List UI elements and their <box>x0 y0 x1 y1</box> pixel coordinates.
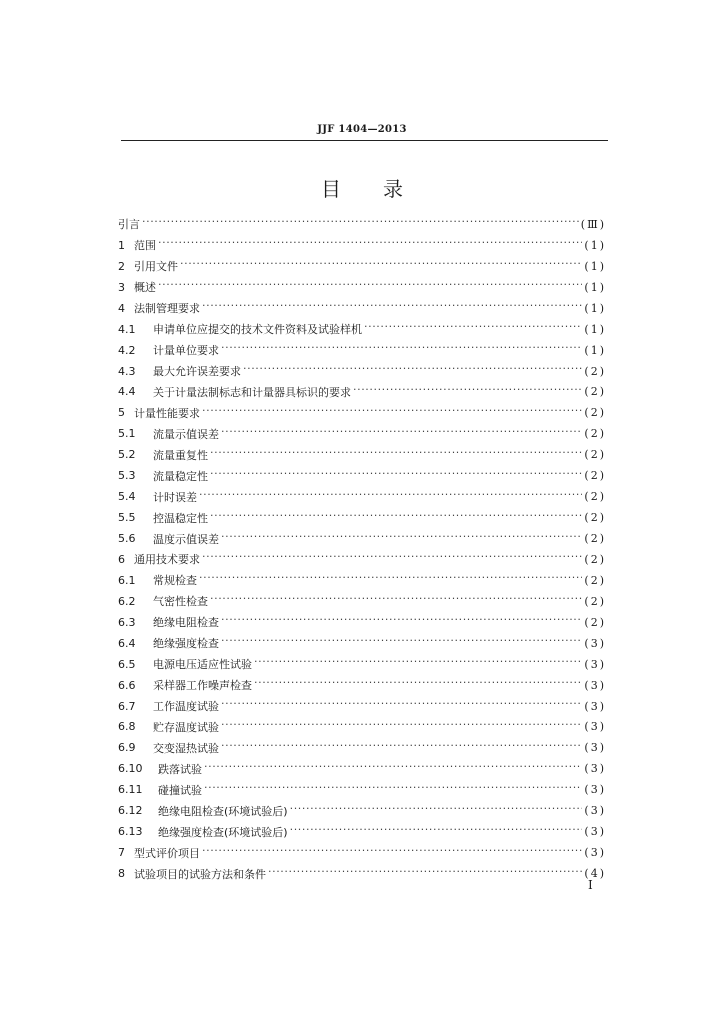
toc-entry-title: 计时误差 <box>153 490 197 504</box>
toc-leader-dots <box>210 470 582 482</box>
toc-entry-title: 交变湿热试验 <box>153 741 219 755</box>
toc-entry-number: 6.11 <box>118 783 143 797</box>
toc-entry[interactable] <box>118 214 606 235</box>
toc-entry-page: (2) <box>584 573 606 587</box>
toc-entry-number: 3 <box>118 280 125 294</box>
toc-entry-page: (1) <box>584 301 606 315</box>
toc-entry[interactable] <box>118 737 606 758</box>
toc-leader-dots <box>221 637 582 649</box>
toc-entry-number: 6.7 <box>118 699 136 713</box>
toc-entry-number: 6.4 <box>118 636 136 650</box>
toc-entry-page: (3) <box>584 825 606 839</box>
toc-leader-dots <box>199 491 582 503</box>
toc-entry-title: 计量性能要求 <box>134 406 200 420</box>
toc-entry-page: (1) <box>584 280 606 294</box>
toc-entry-number: 2 <box>118 259 125 273</box>
standard-code: JJF 1404—2013 <box>317 124 407 135</box>
toc-entry-page: (2) <box>584 448 606 462</box>
toc-entry-page: (2) <box>584 385 606 399</box>
toc-entry[interactable] <box>118 863 606 884</box>
toc-entry-number: 5.2 <box>118 448 136 462</box>
toc-leader-dots <box>204 763 582 775</box>
toc-title <box>0 173 724 202</box>
toc-entry-number: 8 <box>118 867 125 881</box>
toc-entry-number: 6.12 <box>118 804 143 818</box>
toc-entry-number: 5.5 <box>118 511 136 525</box>
toc-title-char-2: 录 <box>383 177 403 201</box>
toc-entry-page: (3) <box>584 741 606 755</box>
toc-entry[interactable] <box>118 528 606 549</box>
toc-entry-title: 概述 <box>134 281 156 295</box>
toc-entry[interactable] <box>118 444 606 465</box>
toc-leader-dots <box>221 616 582 628</box>
toc-entry-title: 流量稳定性 <box>153 469 208 483</box>
toc-entry[interactable] <box>118 758 606 779</box>
toc-entry-page: (1) <box>584 343 606 357</box>
toc-leader-dots <box>353 386 582 398</box>
toc-entry-title: 试验项目的试验方法和条件 <box>134 867 266 881</box>
toc-leader-dots <box>158 239 582 251</box>
toc-entry[interactable] <box>118 633 606 654</box>
toc-leader-dots <box>254 679 582 691</box>
toc-list <box>118 214 606 884</box>
toc-entry[interactable] <box>118 842 606 863</box>
toc-entry-page: (2) <box>584 469 606 483</box>
toc-leader-dots <box>243 365 582 377</box>
toc-leader-dots <box>290 826 583 838</box>
toc-entry-title: 绝缘电阻检查(环境试验后) <box>158 804 288 818</box>
toc-entry-number: 6.6 <box>118 678 136 692</box>
toc-entry[interactable] <box>118 277 606 298</box>
toc-leader-dots <box>180 260 582 272</box>
toc-entry-number: 6.10 <box>118 762 143 776</box>
toc-entry[interactable] <box>118 675 606 696</box>
toc-entry-title: 型式评价项目 <box>134 846 200 860</box>
toc-entry-page: (3) <box>584 678 606 692</box>
toc-entry[interactable] <box>118 423 606 444</box>
toc-entry-title: 跌落试验 <box>158 762 202 776</box>
toc-entry-page: (2) <box>584 490 606 504</box>
toc-entry[interactable] <box>118 319 606 340</box>
toc-entry-page: (4) <box>584 867 606 881</box>
toc-entry-number: 5.3 <box>118 469 136 483</box>
toc-entry-number: 6.13 <box>118 825 143 839</box>
toc-leader-dots <box>221 428 582 440</box>
toc-entry-number: 6.2 <box>118 594 136 608</box>
toc-entry[interactable] <box>118 486 606 507</box>
toc-entry-page: (2) <box>584 552 606 566</box>
toc-entry-page: (2) <box>584 427 606 441</box>
toc-entry[interactable] <box>118 821 606 842</box>
toc-entry[interactable] <box>118 717 606 738</box>
toc-entry-number: 4.3 <box>118 364 136 378</box>
toc-title-char-1: 目 <box>321 177 341 201</box>
toc-entry[interactable] <box>118 235 606 256</box>
toc-entry[interactable] <box>118 382 606 403</box>
toc-entry-page: (Ⅲ) <box>580 217 606 231</box>
toc-entry-title: 法制管理要求 <box>134 302 200 316</box>
toc-entry-title: 绝缘强度检查 <box>153 637 219 651</box>
header-rule <box>121 140 608 141</box>
toc-entry[interactable] <box>118 549 606 570</box>
toc-entry-number: 6.1 <box>118 573 136 587</box>
toc-entry-number: 6.9 <box>118 741 136 755</box>
toc-leader-dots <box>202 302 582 314</box>
toc-entry[interactable] <box>118 340 606 361</box>
toc-entry-page: (2) <box>584 406 606 420</box>
toc-leader-dots <box>202 847 582 859</box>
toc-entry-page: (1) <box>584 322 606 336</box>
toc-entry-title: 申请单位应提交的技术文件资料及试验样机 <box>153 323 362 337</box>
toc-entry-number: 4.2 <box>118 343 136 357</box>
toc-entry-page: (3) <box>584 657 606 671</box>
toc-entry-title: 通用技术要求 <box>134 553 200 567</box>
toc-entry-number: 6.8 <box>118 720 136 734</box>
toc-entry[interactable] <box>118 779 606 800</box>
toc-leader-dots <box>221 721 582 733</box>
toc-leader-dots <box>202 553 582 565</box>
toc-entry[interactable] <box>118 256 606 277</box>
toc-leader-dots <box>210 512 582 524</box>
toc-leader-dots <box>221 742 582 754</box>
toc-entry-title: 绝缘强度检查(环境试验后) <box>158 825 288 839</box>
toc-entry-page: (1) <box>584 259 606 273</box>
toc-entry[interactable] <box>118 800 606 821</box>
toc-entry-title: 范围 <box>134 239 156 253</box>
toc-entry-number: 5.1 <box>118 427 136 441</box>
toc-entry-title: 流量示值误差 <box>153 427 219 441</box>
toc-entry-number: 4.1 <box>118 322 136 336</box>
toc-leader-dots <box>268 868 582 880</box>
toc-entry-number: 6.3 <box>118 615 136 629</box>
toc-leader-dots <box>221 533 582 545</box>
page-number: I <box>588 878 593 892</box>
toc-entry-title: 常规检查 <box>153 574 197 588</box>
toc-leader-dots <box>142 218 579 230</box>
toc-entry-title: 最大允许误差要求 <box>153 365 241 379</box>
toc-entry-number: 6.5 <box>118 657 136 671</box>
toc-entry-page: (3) <box>584 804 606 818</box>
toc-entry-title: 采样器工作噪声检查 <box>153 679 252 693</box>
toc-entry-title: 碰撞试验 <box>158 783 202 797</box>
toc-entry-page: (2) <box>584 594 606 608</box>
toc-leader-dots <box>204 784 582 796</box>
toc-entry-page: (2) <box>584 511 606 525</box>
toc-entry-title: 计量单位要求 <box>153 344 219 358</box>
toc-entry-title: 气密性检查 <box>153 595 208 609</box>
toc-entry[interactable] <box>118 465 606 486</box>
toc-entry[interactable] <box>118 696 606 717</box>
toc-entry[interactable] <box>118 402 606 423</box>
toc-entry-page: (3) <box>584 699 606 713</box>
toc-entry[interactable] <box>118 361 606 382</box>
toc-entry-title: 工作温度试验 <box>153 700 219 714</box>
toc-leader-dots <box>290 805 583 817</box>
toc-leader-dots <box>221 700 582 712</box>
toc-entry[interactable] <box>118 298 606 319</box>
toc-entry-number: 4.4 <box>118 385 136 399</box>
toc-entry[interactable] <box>118 507 606 528</box>
toc-entry-number: 1 <box>118 238 125 252</box>
toc-entry[interactable] <box>118 591 606 612</box>
toc-entry-number: 5.6 <box>118 532 136 546</box>
toc-entry-page: (3) <box>584 846 606 860</box>
toc-entry[interactable] <box>118 654 606 675</box>
toc-entry-page: (3) <box>584 636 606 650</box>
toc-entry-title: 电源电压适应性试验 <box>153 658 252 672</box>
toc-leader-dots <box>210 595 582 607</box>
toc-entry-title: 绝缘电阻检查 <box>153 616 219 630</box>
toc-entry-title: 温度示值误差 <box>153 532 219 546</box>
toc-entry-page: (2) <box>584 532 606 546</box>
toc-entry-title: 引言 <box>118 218 140 232</box>
toc-entry-page: (3) <box>584 720 606 734</box>
toc-entry-page: (3) <box>584 783 606 797</box>
toc-leader-dots <box>221 344 582 356</box>
toc-entry[interactable] <box>118 612 606 633</box>
toc-leader-dots <box>158 281 582 293</box>
toc-entry-title: 关于计量法制标志和计量器具标识的要求 <box>153 385 351 399</box>
toc-entry-number: 5.4 <box>118 490 136 504</box>
toc-leader-dots <box>210 449 582 461</box>
toc-entry-number: 4 <box>118 301 125 315</box>
toc-leader-dots <box>364 323 582 335</box>
toc-leader-dots <box>254 658 582 670</box>
toc-entry-page: (2) <box>584 364 606 378</box>
toc-entry[interactable] <box>118 570 606 591</box>
toc-entry-title: 贮存温度试验 <box>153 720 219 734</box>
toc-entry-page: (3) <box>584 762 606 776</box>
toc-leader-dots <box>202 407 582 419</box>
toc-entry-number: 7 <box>118 846 125 860</box>
toc-entry-title: 引用文件 <box>134 260 178 274</box>
toc-entry-page: (1) <box>584 238 606 252</box>
toc-entry-title: 控温稳定性 <box>153 511 208 525</box>
toc-entry-number: 6 <box>118 552 125 566</box>
toc-entry-title: 流量重复性 <box>153 448 208 462</box>
toc-entry-number: 5 <box>118 406 125 420</box>
toc-entry-page: (2) <box>584 615 606 629</box>
toc-leader-dots <box>199 574 582 586</box>
